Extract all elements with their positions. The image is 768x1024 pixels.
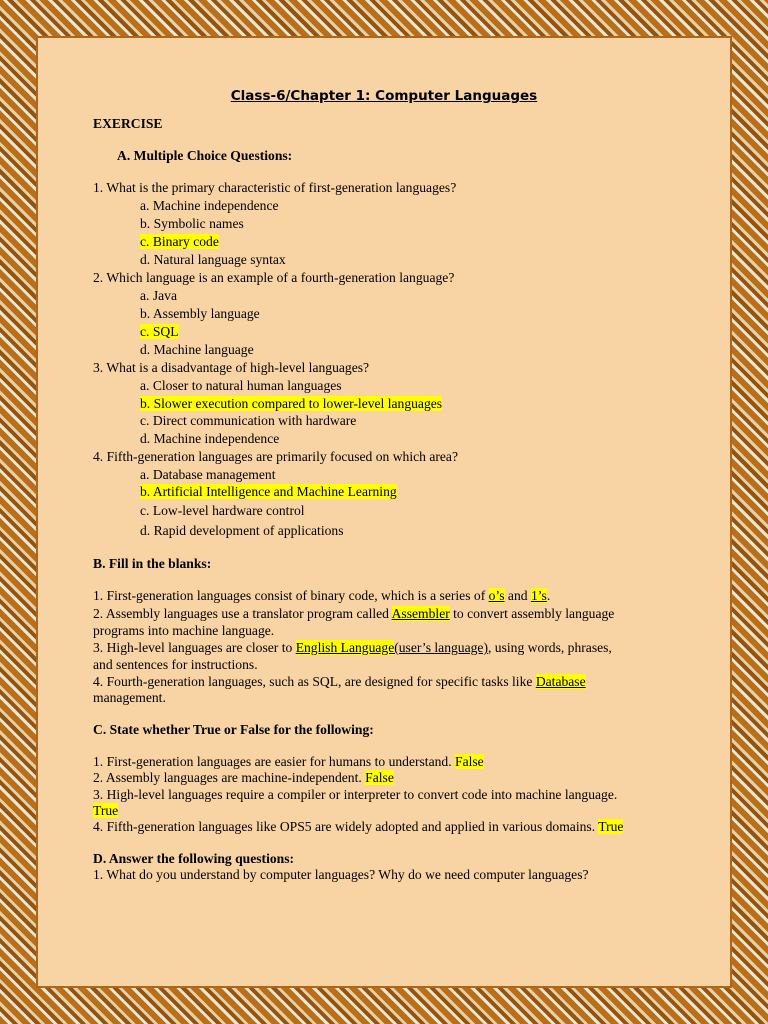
section-d-heading: D. Answer the following questions: (93, 851, 295, 866)
answer-highlight: o’s (488, 588, 505, 603)
fill-blank-3-cont: and sentences for instructions. (93, 657, 258, 672)
fill-blank-text: 4. Fourth-generation languages, such as SQL, are designed for specific tasks like (93, 674, 536, 689)
fill-blank-text: and (504, 588, 531, 603)
mcq-1-option-a: a. Machine independence (140, 198, 279, 213)
fill-blank-4-cont: management. (93, 690, 166, 705)
exercise-heading: EXERCISE (93, 116, 163, 131)
answer-highlight: English Language (295, 640, 395, 655)
answer-highlight: False (455, 754, 484, 769)
mcq-3-option-d: d. Machine independence (140, 431, 280, 446)
section-b-heading: B. Fill in the blanks: (93, 556, 212, 571)
fill-blank-text: 3. High-level languages are closer to (93, 640, 296, 655)
mcq-2-option-a: a. Java (140, 288, 177, 303)
mcq-1-option-b: b. Symbolic names (140, 216, 244, 231)
true-false-1 (93, 754, 484, 770)
mcq-1-option-d: d. Natural language syntax (140, 252, 286, 267)
page-title: Class-6/Chapter 1: Computer Languages (230, 88, 538, 104)
mcq-4-option-a: a. Database management (140, 467, 276, 482)
fill-blank-text: , using words, phrases, (487, 640, 612, 655)
section-c-heading: C. State whether True or False for the following: (93, 722, 374, 737)
answer-highlight: Assembler (391, 606, 450, 621)
mcq-2-option-b: b. Assembly language (140, 306, 260, 321)
mcq-4-option-c: c. Low-level hardware control (140, 503, 305, 518)
true-false-2 (93, 770, 394, 786)
answer-highlight: True (598, 819, 624, 834)
fill-blank-2 (93, 606, 614, 622)
fill-blank-text: 1. First-generation languages consist of binary code, which is a series of (93, 588, 489, 603)
fill-blank-text: to convert assembly language (449, 606, 615, 621)
statement-text: 4. Fifth-generation languages like OPS5 are widely adopted and applied in various domains. (93, 819, 599, 834)
answer-highlight: True (93, 803, 119, 818)
mcq-4-option-d: d. Rapid development of applications (140, 523, 344, 538)
answer-highlight: c. Binary code (140, 234, 219, 249)
true-false-3-answer (93, 803, 118, 819)
mcq-question-2: 2. Which language is an example of a fourth-generation language? (93, 270, 455, 285)
fill-blank-text: . (546, 588, 551, 603)
mcq-question-1: 1. What is the primary characteristic of first-generation languages? (93, 180, 457, 195)
answer-highlight: b. Slower execution compared to lower-level languages (140, 396, 443, 411)
mcq-2-option-c (140, 324, 179, 340)
mcq-question-3: 3. What is a disadvantage of high-level languages? (93, 360, 370, 375)
fill-blank-2-cont: programs into machine language. (93, 623, 275, 638)
answer-highlight: b. Artificial Intelligence and Machine Learning (140, 484, 397, 499)
fill-blank-1 (93, 588, 550, 604)
true-false-3: 3. High-level languages require a compiler or interpreter to convert code into machine language. (93, 787, 618, 802)
answer-question-1: 1. What do you understand by computer languages? Why do we need computer languages? (93, 867, 589, 882)
mcq-3-option-a: a. Closer to natural human languages (140, 378, 342, 393)
fill-blank-4 (93, 674, 586, 690)
fill-blank-3 (93, 640, 612, 656)
answer-highlight: False (365, 770, 394, 785)
answer-highlight: 1’s (530, 588, 547, 603)
answer-highlight: Database (535, 674, 586, 689)
answer-extra: (user’s language) (394, 640, 488, 655)
statement-text: 2. Assembly languages are machine-independent. (93, 770, 366, 785)
mcq-3-option-b (140, 396, 442, 412)
mcq-4-option-b (140, 484, 397, 500)
fill-blank-text: 2. Assembly languages use a translator program called (93, 606, 392, 621)
mcq-2-option-d: d. Machine language (140, 342, 254, 357)
mcq-question-4: 4. Fifth-generation languages are primarily focused on which area? (93, 449, 459, 464)
statement-text: 1. First-generation languages are easier for humans to understand. (93, 754, 456, 769)
section-a-heading: A. Multiple Choice Questions: (117, 148, 293, 163)
mcq-3-option-c: c. Direct communication with hardware (140, 413, 357, 428)
mcq-1-option-c (140, 234, 219, 250)
true-false-4 (93, 819, 623, 835)
answer-highlight: c. SQL (140, 324, 179, 339)
